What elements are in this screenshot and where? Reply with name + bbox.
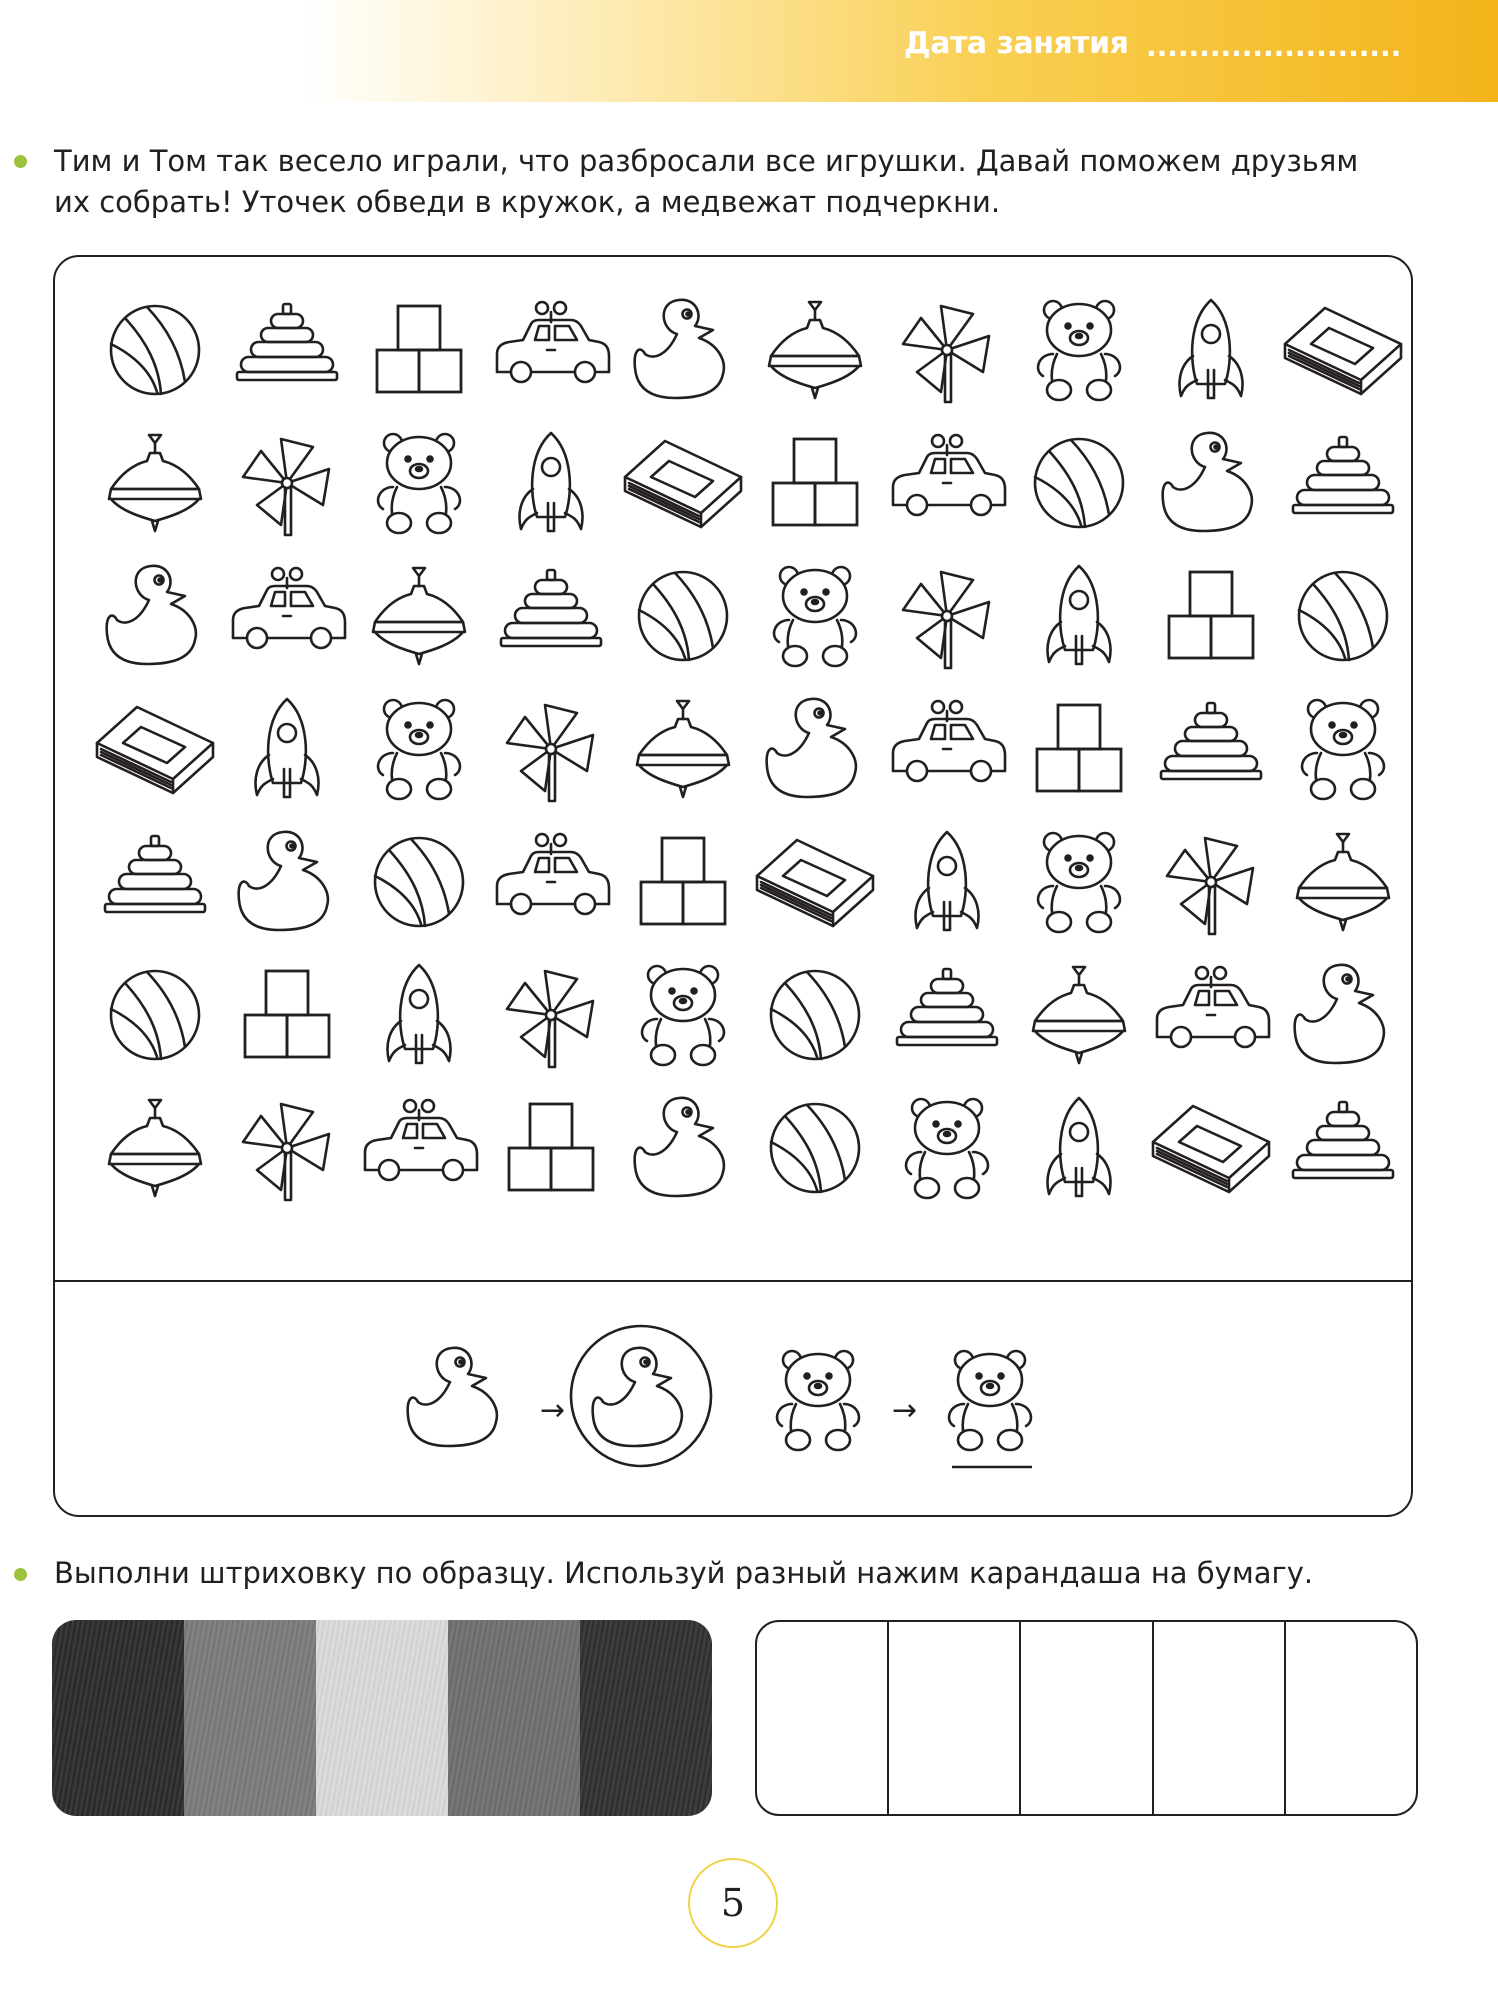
ball-icon[interactable] — [1035, 439, 1123, 527]
page-number: 5 — [720, 1881, 746, 1925]
car-icon[interactable] — [365, 1100, 477, 1180]
shading-sample-strip — [184, 1620, 316, 1816]
ball-icon[interactable] — [771, 971, 859, 1059]
car-icon[interactable] — [893, 435, 1005, 515]
pyramid-icon[interactable] — [1293, 437, 1393, 513]
bear-icon[interactable] — [774, 567, 856, 666]
car-icon[interactable] — [497, 302, 609, 382]
rocket-icon[interactable] — [1048, 566, 1111, 664]
book-icon[interactable] — [625, 441, 741, 527]
book-icon[interactable] — [1285, 308, 1401, 394]
duck-icon[interactable] — [767, 699, 856, 797]
ball-icon[interactable] — [375, 838, 463, 926]
pyramid-icon[interactable] — [105, 836, 205, 912]
blocks-icon[interactable] — [245, 971, 329, 1057]
ball-icon[interactable] — [771, 1104, 859, 1192]
pyramid-icon[interactable] — [1293, 1102, 1393, 1178]
book-icon[interactable] — [1153, 1106, 1269, 1192]
pinwheel-icon[interactable] — [243, 1104, 329, 1200]
bear-icon[interactable] — [642, 966, 724, 1065]
ball-icon[interactable] — [111, 971, 199, 1059]
car-icon[interactable] — [893, 701, 1005, 781]
shading-sample-strip — [580, 1620, 712, 1816]
bear-icon[interactable] — [1302, 700, 1384, 799]
example-duck-circled-icon — [593, 1348, 682, 1446]
bear-icon[interactable] — [378, 434, 460, 533]
bear-icon[interactable] — [1038, 833, 1120, 932]
example-bear-icon — [777, 1351, 859, 1450]
ball-icon[interactable] — [1299, 572, 1387, 660]
rocket-icon[interactable] — [1048, 1098, 1111, 1196]
pyramid-icon[interactable] — [897, 969, 997, 1045]
blocks-icon[interactable] — [509, 1104, 593, 1190]
shading-sample-strip — [52, 1620, 184, 1816]
pinwheel-icon[interactable] — [243, 439, 329, 535]
bear-icon[interactable] — [1038, 301, 1120, 400]
shading-answer-cell[interactable] — [1286, 1622, 1416, 1814]
example-arrow-1: → — [540, 1393, 566, 1428]
top-icon[interactable] — [769, 302, 861, 398]
shading-answer-box[interactable] — [755, 1620, 1418, 1816]
rocket-icon[interactable] — [1180, 300, 1243, 398]
duck-icon[interactable] — [1295, 965, 1384, 1063]
page-number-badge — [688, 1858, 778, 1948]
task1-line1: Тим и Том так весело играли, что разбросали все игрушки. Давай поможем друзьям — [54, 144, 1359, 178]
task2-line1: Выполни штриховку по образцу. Используй разный нажим карандаша на бумагу. — [54, 1556, 1314, 1590]
shading-answer-cell[interactable] — [889, 1622, 1021, 1814]
duck-icon[interactable] — [107, 566, 196, 664]
rocket-icon[interactable] — [256, 699, 319, 797]
rocket-icon[interactable] — [916, 832, 979, 930]
duck-icon[interactable] — [239, 832, 328, 930]
duck-icon[interactable] — [635, 1098, 724, 1196]
blocks-icon[interactable] — [377, 306, 461, 392]
shading-sample-strip — [448, 1620, 580, 1816]
blocks-icon[interactable] — [641, 838, 725, 924]
duck-icon[interactable] — [1163, 433, 1252, 531]
book-icon[interactable] — [97, 707, 213, 793]
task2-instructions — [54, 1553, 1313, 1594]
top-icon[interactable] — [109, 435, 201, 531]
blocks-icon[interactable] — [1037, 705, 1121, 791]
pyramid-icon[interactable] — [501, 570, 601, 646]
shading-sample-strip — [316, 1620, 448, 1816]
top-icon[interactable] — [109, 1100, 201, 1196]
ball-icon[interactable] — [111, 306, 199, 394]
shading-answer-cell[interactable] — [1021, 1622, 1153, 1814]
blocks-icon[interactable] — [1169, 572, 1253, 658]
blocks-icon[interactable] — [773, 439, 857, 525]
bear-icon[interactable] — [906, 1099, 988, 1198]
bear-icon[interactable] — [378, 700, 460, 799]
ball-icon[interactable] — [639, 572, 727, 660]
car-icon[interactable] — [1157, 967, 1269, 1047]
example-duck-icon — [408, 1348, 497, 1446]
top-icon[interactable] — [1033, 967, 1125, 1063]
car-icon[interactable] — [497, 834, 609, 914]
example-arrow-2: → — [892, 1393, 918, 1428]
rocket-icon[interactable] — [388, 965, 451, 1063]
rocket-icon[interactable] — [520, 433, 583, 531]
task1-line2: их собрать! Уточек обведи в кружок, а медвежат подчеркни. — [54, 185, 1001, 219]
pinwheel-icon[interactable] — [903, 572, 989, 668]
pinwheel-icon[interactable] — [903, 306, 989, 402]
shading-answer-cell[interactable] — [1154, 1622, 1286, 1814]
date-label: Дата занятия — [904, 26, 1129, 61]
pyramid-icon[interactable] — [1161, 703, 1261, 779]
task2-bullet-icon — [14, 1568, 27, 1581]
duck-icon[interactable] — [635, 300, 724, 398]
top-icon[interactable] — [373, 568, 465, 664]
car-icon[interactable] — [233, 568, 345, 648]
date-fill-line: ........................ — [1146, 30, 1402, 63]
pyramid-icon[interactable] — [237, 304, 337, 380]
example-bear-underlined-icon — [949, 1351, 1031, 1450]
shading-sample — [52, 1620, 712, 1816]
top-icon[interactable] — [1297, 834, 1389, 930]
shading-answer-cell[interactable] — [757, 1622, 889, 1814]
pinwheel-icon[interactable] — [1167, 838, 1253, 934]
book-icon[interactable] — [757, 840, 873, 926]
top-icon[interactable] — [637, 701, 729, 797]
pinwheel-icon[interactable] — [507, 705, 593, 801]
pinwheel-icon[interactable] — [507, 971, 593, 1067]
